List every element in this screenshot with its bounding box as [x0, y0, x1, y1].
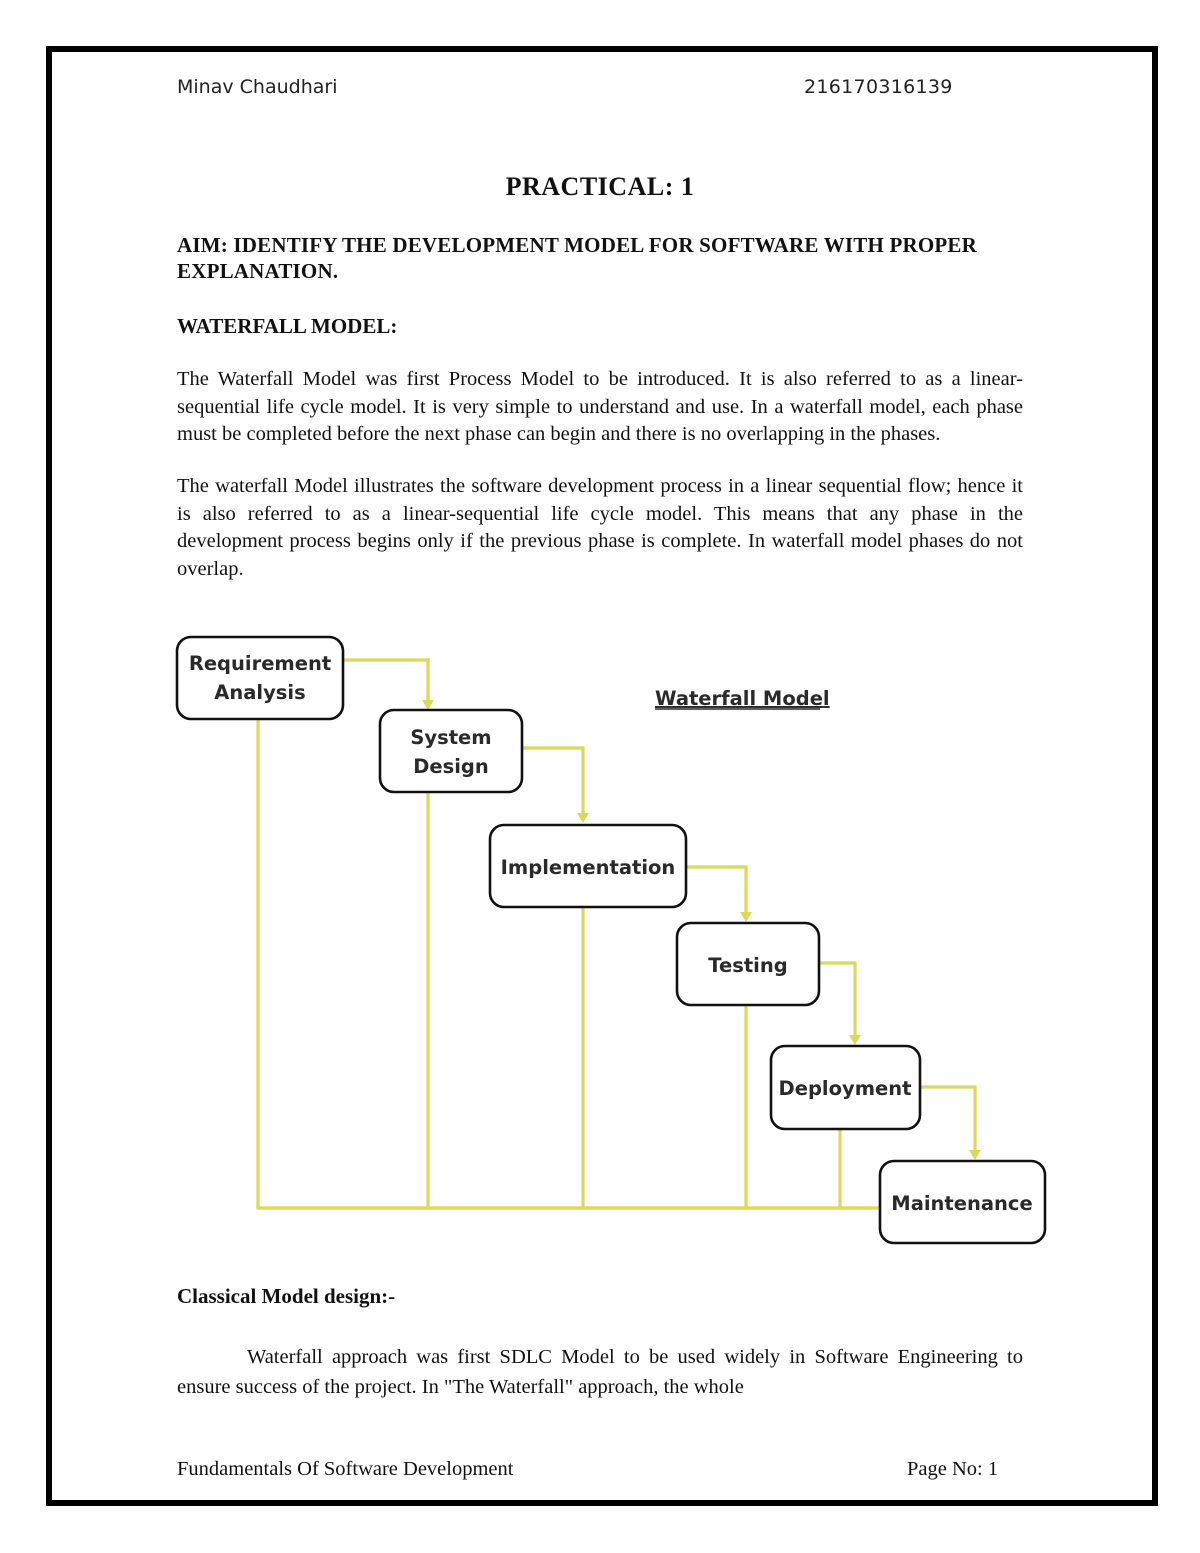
arrowhead	[740, 912, 752, 922]
connector-impl-to-testing	[686, 867, 746, 912]
aim-statement: AIM: IDENTIFY THE DEVELOPMENT MODEL FOR SOFTWARE WITH PROPER EXPLANATION.	[177, 233, 977, 283]
footer-page-number: Page No: 1	[907, 1458, 999, 1480]
connector-testing-to-deploy	[819, 963, 855, 1035]
footer-course-name: Fundamentals Of Software Development	[177, 1458, 514, 1480]
paragraph-intro: The Waterfall Model was first Process Model to be introduced. It is also referred to as a linear-sequential life cycle model. It is very simple to understand and use. In a waterfall model, each phase must be completed before the next phase can begin and there is no overlapping in the phases.	[177, 368, 1023, 445]
phase-deployment	[771, 1046, 920, 1129]
svg-text:Deployment: Deployment	[778, 1077, 912, 1100]
phase-testing	[677, 923, 819, 1005]
page-title: PRACTICAL: 1	[505, 172, 695, 201]
arrowhead	[577, 813, 589, 823]
header-author-name: Minav Chaudhari	[177, 76, 338, 98]
svg-text:Requirement: Requirement	[188, 652, 332, 675]
phase-system-design	[380, 710, 522, 792]
connector-design-to-impl	[522, 748, 583, 813]
classical-model-heading: Classical Model design:-	[177, 1284, 396, 1308]
phase-maintenance	[880, 1161, 1045, 1243]
phase-requirement-analysis	[177, 637, 343, 719]
svg-text:Analysis: Analysis	[214, 681, 306, 704]
svg-text:Testing: Testing	[708, 954, 788, 977]
svg-text:Design: Design	[413, 755, 489, 778]
section-heading-waterfall: WATERFALL MODEL:	[177, 314, 398, 338]
arrowhead	[422, 700, 434, 710]
arrowhead	[849, 1035, 861, 1045]
diagram-title: Waterfall Model	[655, 687, 830, 710]
svg-text:Maintenance: Maintenance	[891, 1192, 1033, 1215]
svg-text:Implementation: Implementation	[500, 856, 676, 879]
connector-deploy-to-maint	[920, 1087, 975, 1150]
paragraph-flow: The waterfall Model illustrates the software development process in a linear sequential flow; hence it is also referred to as a linear-sequential life cycle model. This means that any phase in the development process begins only if the previous phase is complete. In waterfall model phases do not overlap.	[177, 475, 1023, 580]
connector-req-to-design	[343, 660, 428, 700]
arrowhead	[969, 1150, 981, 1160]
phase-implementation	[490, 825, 686, 907]
svg-text:System: System	[410, 726, 492, 749]
paragraph-classical: Waterfall approach was first SDLC Model to be used widely in Software Engineering to ensure success of the project. In "The Waterfall" approach, the whole	[177, 1346, 1023, 1398]
header-enrollment-id: 216170316139	[804, 76, 953, 98]
